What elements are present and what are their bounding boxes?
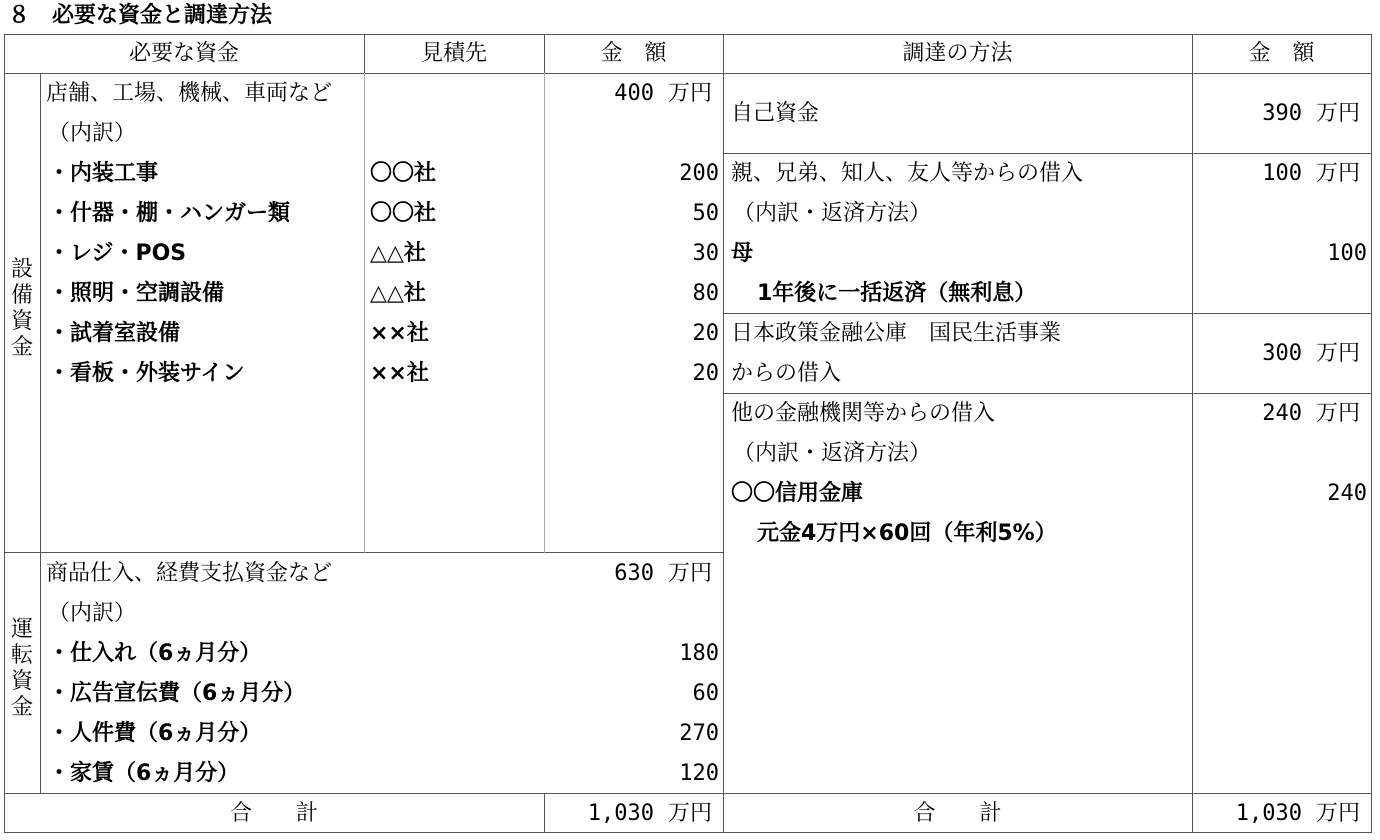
operating-heading: 商品仕入、経費支払資金など [46, 561, 333, 586]
equipment-item-name: ・内装工事 [48, 161, 159, 186]
equipment-heading: 店舗、工場、機械、車両など [46, 81, 333, 106]
family-lender-amount: 100 [1327, 241, 1367, 266]
equipment-item-amount: 20 [692, 321, 719, 346]
jfc-loan-label-line1: 日本政策金融公庫 国民生活事業 [731, 321, 1062, 346]
divider-vendor-dotted [364, 73, 365, 553]
header-amount-right: 金 額 [1248, 41, 1315, 66]
operating-category-label: 運 転 資 金 [10, 617, 33, 720]
page-title: ８ 必要な資金と調達方法 [8, 3, 273, 28]
family-loan-label: 親、兄弟、知人、友人等からの借入 [731, 161, 1084, 186]
jfc-loan-amount: 300 万円 [1262, 341, 1360, 366]
family-lender: 母 [731, 241, 754, 266]
family-loan-breakdown: （内訳・返済方法） [733, 201, 932, 226]
equipment-item-vendor: △△社 [370, 281, 426, 306]
total-left-label: 合 計 [229, 801, 318, 826]
own-funds-amount: 390 万円 [1262, 101, 1360, 126]
equipment-category-label: 設 備 資 金 [10, 257, 33, 360]
header-amount-left: 金 額 [600, 41, 667, 66]
header-needed-funds: 必要な資金 [128, 41, 239, 66]
operating-item-name: ・家賃（6ヵ月分） [48, 761, 240, 786]
equipment-total: 400 万円 [614, 81, 712, 106]
equipment-item-name: ・照明・空調設備 [48, 281, 225, 306]
equipment-item-name: ・什器・棚・ハンガー類 [48, 201, 291, 226]
total-left-amount: 1,030 万円 [587, 801, 712, 826]
equipment-item-vendor: 〇〇社 [370, 201, 437, 226]
header-estimate-from: 見積先 [420, 41, 487, 66]
family-loan-amount: 100 万円 [1262, 161, 1360, 186]
equipment-item-vendor: △△社 [370, 241, 426, 266]
jfc-loan-label-line2: からの借入 [731, 361, 842, 386]
operating-item-amount: 180 [679, 641, 719, 666]
operating-item-name: ・人件費（6ヵ月分） [48, 721, 262, 746]
other-loan-breakdown: （内訳・返済方法） [733, 441, 932, 466]
equipment-item-amount: 80 [692, 281, 719, 306]
operating-item-amount: 120 [679, 761, 719, 786]
equipment-item-amount: 50 [692, 201, 719, 226]
operating-item-amount: 60 [692, 681, 719, 706]
divider-category [40, 73, 41, 794]
other-loan-amount: 240 万円 [1262, 401, 1360, 426]
other-lender-amount: 240 [1327, 481, 1367, 506]
operating-item-name: ・広告宣伝費（6ヵ月分） [48, 681, 306, 706]
equipment-breakdown: （内訳） [48, 121, 137, 146]
equipment-item-name: ・看板・外装サイン [48, 361, 245, 386]
equipment-item-name: ・試着室設備 [48, 321, 181, 346]
operating-item-name: ・仕入れ（6ヵ月分） [48, 641, 262, 666]
total-right-amount: 1,030 万円 [1235, 801, 1360, 826]
equipment-item-vendor: 〇〇社 [370, 161, 437, 186]
equipment-item-vendor: ××社 [370, 361, 429, 386]
header-procurement: 調達の方法 [902, 41, 1013, 66]
other-loan-terms: 元金4万円×60回（年利5%） [757, 521, 1057, 546]
equipment-item-amount: 200 [679, 161, 719, 186]
equipment-item-vendor: ××社 [370, 321, 429, 346]
operating-breakdown: （内訳） [48, 601, 137, 626]
total-right-label: 合 計 [913, 801, 1002, 826]
family-loan-terms: 1年後に一括返済（無利息） [757, 281, 1037, 306]
equipment-item-amount: 20 [692, 361, 719, 386]
operating-total: 630 万円 [614, 561, 712, 586]
own-funds-label: 自己資金 [731, 101, 820, 126]
equipment-item-amount: 30 [692, 241, 719, 266]
other-lender: 〇〇信用金庫 [731, 481, 864, 506]
operating-item-amount: 270 [679, 721, 719, 746]
other-loan-label: 他の金融機関等からの借入 [731, 401, 996, 426]
equipment-item-name: ・レジ・POS [48, 241, 187, 266]
